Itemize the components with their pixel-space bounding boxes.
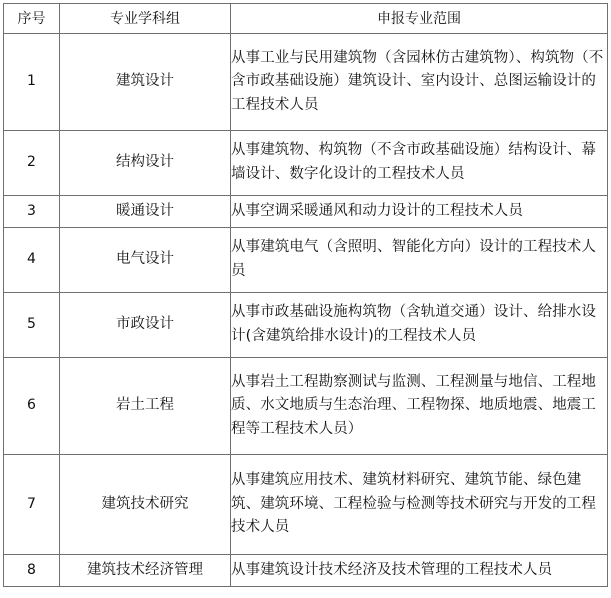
table-row — [4, 131, 608, 196]
row-group: 结构设计 — [60, 131, 231, 196]
table-row — [4, 555, 608, 587]
row-scope: 从事建筑设计技术经济及技术管理的工程技术人员 — [231, 555, 608, 587]
table-row — [4, 34, 608, 131]
row-group: 市政设计 — [60, 293, 231, 358]
row-scope: 从事建筑电气（含照明、智能化方向）设计的工程技术人员 — [231, 228, 608, 293]
row-scope: 从事岩土工程勘察测试与监测、工程测量与地信、工程地质、水文地质与生态治理、工程物探、地质地震、地震工程等工程技术人员） — [231, 358, 608, 455]
table-row — [4, 228, 608, 293]
row-scope: 从事建筑应用技术、建筑材料研究、建筑节能、绿色建筑、建筑环境、工程检验与检测等技术研究与开发的工程技术人员 — [231, 455, 608, 555]
table-row — [4, 455, 608, 555]
header-scope: 申报专业范围 — [231, 4, 608, 34]
row-scope: 从事建筑物、构筑物（不含市政基础设施）结构设计、幕墙设计、数字化设计的工程技术人员 — [231, 131, 608, 196]
table-header-row — [4, 4, 608, 34]
row-num: 6 — [4, 358, 60, 455]
row-group: 岩土工程 — [60, 358, 231, 455]
row-group: 建筑技术经济管理 — [60, 555, 231, 587]
row-num: 8 — [4, 555, 60, 587]
specialty-scope-table — [3, 3, 608, 587]
table-row — [4, 358, 608, 455]
header-num: 序号 — [4, 4, 60, 34]
table-row — [4, 196, 608, 228]
row-group: 电气设计 — [60, 228, 231, 293]
row-num: 2 — [4, 131, 60, 196]
row-group: 暖通设计 — [60, 196, 231, 228]
row-num: 4 — [4, 228, 60, 293]
row-scope: 从事工业与民用建筑物（含园林仿古建筑物）、构筑物（不含市政基础设施）建筑设计、室内设计、总图运输设计的工程技术人员 — [231, 34, 608, 131]
row-scope: 从事空调采暖通风和动力设计的工程技术人员 — [231, 196, 608, 228]
row-num: 1 — [4, 34, 60, 131]
row-num: 3 — [4, 196, 60, 228]
row-scope: 从事市政基础设施构筑物（含轨道交通）设计、给排水设计(含建筑给排水设计)的工程技术人员 — [231, 293, 608, 358]
row-num: 7 — [4, 455, 60, 555]
header-group: 专业学科组 — [60, 4, 231, 34]
table-row — [4, 293, 608, 358]
row-num: 5 — [4, 293, 60, 358]
row-group: 建筑技术研究 — [60, 455, 231, 555]
row-group: 建筑设计 — [60, 34, 231, 131]
